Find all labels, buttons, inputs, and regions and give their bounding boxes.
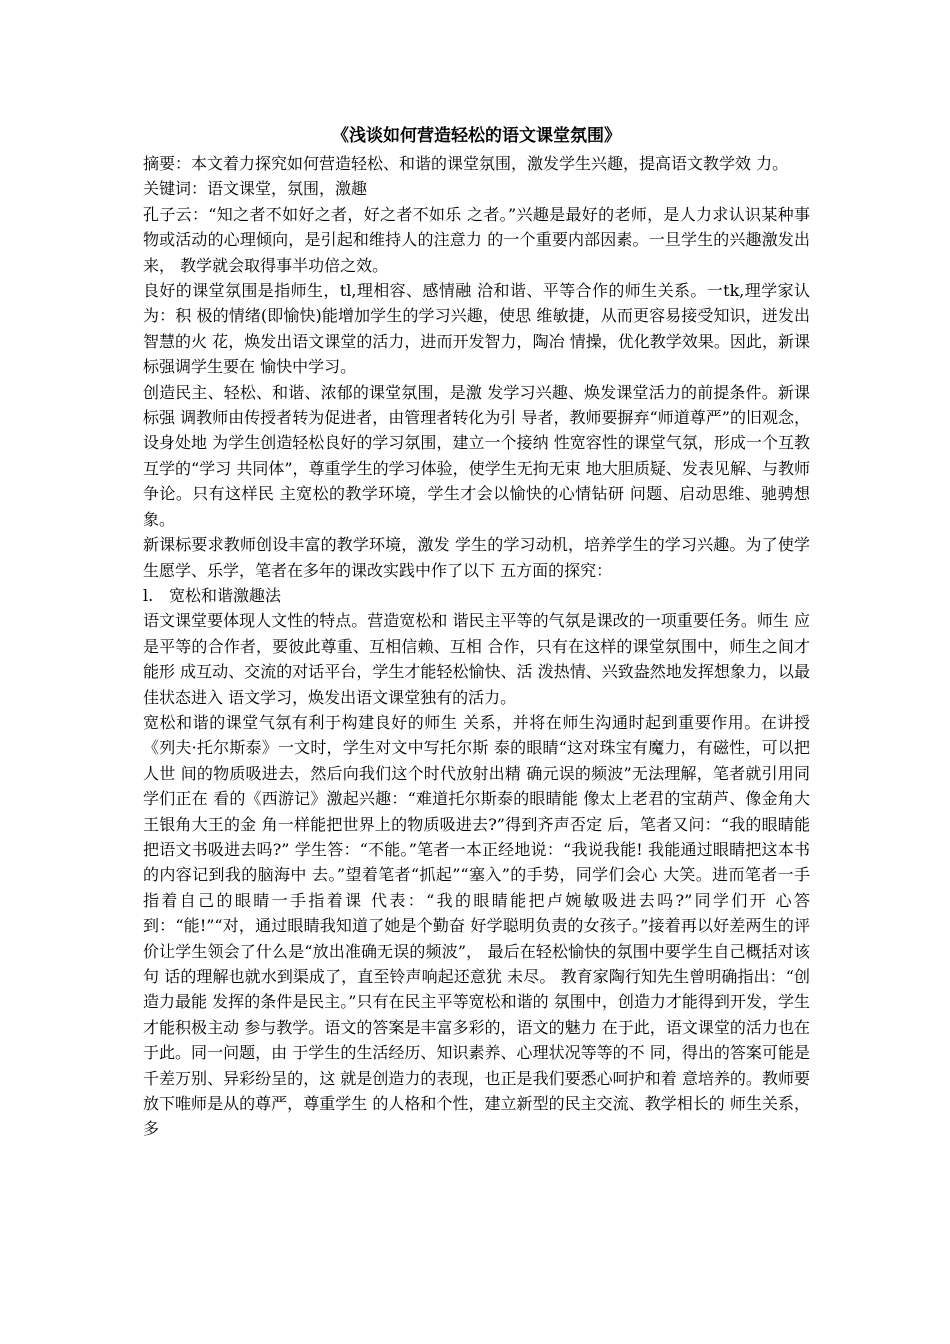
section-heading [143,583,810,608]
document-title: 《浅谈如何营造轻松的语文课堂氛围》 [332,126,621,146]
paragraph: 创造民主、轻松、和谐、浓郁的课堂氛围，是激 发学习兴趣、焕发课堂活力的前提条件。新课标强 调教师由传授者转为促进者，由管理者转化为引 导者，教师要摒弃“师道尊严”的旧观念，设身处地 为学生创造轻松良好的学习氛围，建立一个接纳 性宽容性的课堂气氛，形成一个互教互学的“学习 共同体”，尊重学生的学习体验，使学生无拘无束 地大胆质疑、发表见解、与教师争论。只有这样民 主宽松的教学环境，学生才会以愉快的心情钻研 问题、启动思维、驰骋想象。 [143,382,810,529]
paragraph: 新课标要求教师创设丰富的教学环境，激发 学生的学习动机，培养学生的学习兴趣。为了使学 生愿学、乐学，笔者在多年的课改实践中作了以下 五方面的探究： [143,535,810,580]
keywords: 关键词：语文课堂，氛围，激趣 [143,179,368,199]
document-page [143,124,810,1142]
paragraph: 良好的课堂氛围是指师生，tl,理相容、感情融 洽和谐、平等合作的师生关系。一tk,理学家认为：积 极的情绪(即愉快)能增加学生的学习兴趣，使思 维敏捷，从而更容易接受知识，迸发出智慧的火 花，焕发出语文课堂的活力，进而开发智力，陶冶 情操，优化教学效果。因此，新课标强调学生要在 愉快中学习。 [143,281,810,377]
section-number: l. [143,585,154,605]
abstract: 摘要：本文着力探究如何营造轻松、和谐的课堂氛围，激发学生兴趣，提高语文教学效 力。 [143,154,789,173]
paragraph: 语文课堂要体现人文性的特点。营造宽松和 谐民主平等的气氛是课改的一项重要任务。师生 应是平等的合作者，要彼此尊重、互相信赖、互相 合作，只有在这样的课堂氛围中，师生之间才能形 成互动、交流的对话平台，学生才能轻松愉快、活 泼热情、兴致盎然地发挥想象力，以最佳状态进入 语文学习，焕发出语文课堂独有的活力。 [143,611,810,707]
paragraph: 宽松和谐的课堂气氛有利于构建良好的师生 关系，并将在师生沟通时起到重要作用。在讲授《列夫·托尔斯泰》一文时，学生对文中写托尔斯 泰的眼睛“这对珠宝有魔力，有磁性，可以把人世 间的物质吸进去，然后向我们这个时代放射出精 确元误的频波”无法理解，笔者就引用同学们正在 看的《西游记》激起兴趣：“难道托尔斯泰的眼睛能 像太上老君的宝葫芦、像金角大王银角大王的金 角一样能把世界上的物质吸进去?”得到齐声否定 后，笔者又问：“我的眼睛能把语文书吸进去吗?” 学生答：“不能。”笔者一本正经地说：“我说我能! 我能通过眼睛把这本书的内容记到我的脑海中 去。”望着笔者“抓起”“塞入”的手势，同学们会心 大笑。进而笔者一手指着自己的眼睛一手指着课 代表：“我的眼睛能把卢婉敏吸进去吗?”同学们开 心答到：“能!”“对，通过眼睛我知道了她是个勤奋 好学聪明负责的女孩子。”接着再以好差两生的评 价让学生领会了什么是“放出准确无误的频波”， 最后在轻松愉快的氛围中要学生自己概括对该句 话的理解也就水到渠成了，直至铃声响起还意犹 未尽。 教育家陶行知先生曾明确指出：“创造力最能 发挥的条件是民主。”只有在民主平等宽松和谐的 氛围中，创造力才能得到开发，学生才能积极主动 参与教学。语文的答案是丰富多彩的，语文的魅力 在于此，语文课堂的活力也在于此。同一问题，由 于学生的生活经历、知识素养、心理状况等等的不 同，得出的答案可能是千差万别、异彩纷呈的，这 就是创造力的表现，也正是我们要悉心呵护和着 意培养的。教师要放下唯师是从的尊严，尊重学生 的人格和个性，建立新型的民主交流、教学相长的 师生关系，多 [143,712,810,1139]
paragraph: 孔子云：“知之者不如好之者，好之者不如乐 之者。”兴趣是最好的老师，是人力求认识某种事 物或活动的心理倾向，是引起和维持人的注意力 的一个重要内部因素。一旦学生的兴趣激发出来， 教学就会取得事半功倍之效。 [143,204,810,275]
section-heading-text: 宽松和谐激趣法 [169,585,282,605]
